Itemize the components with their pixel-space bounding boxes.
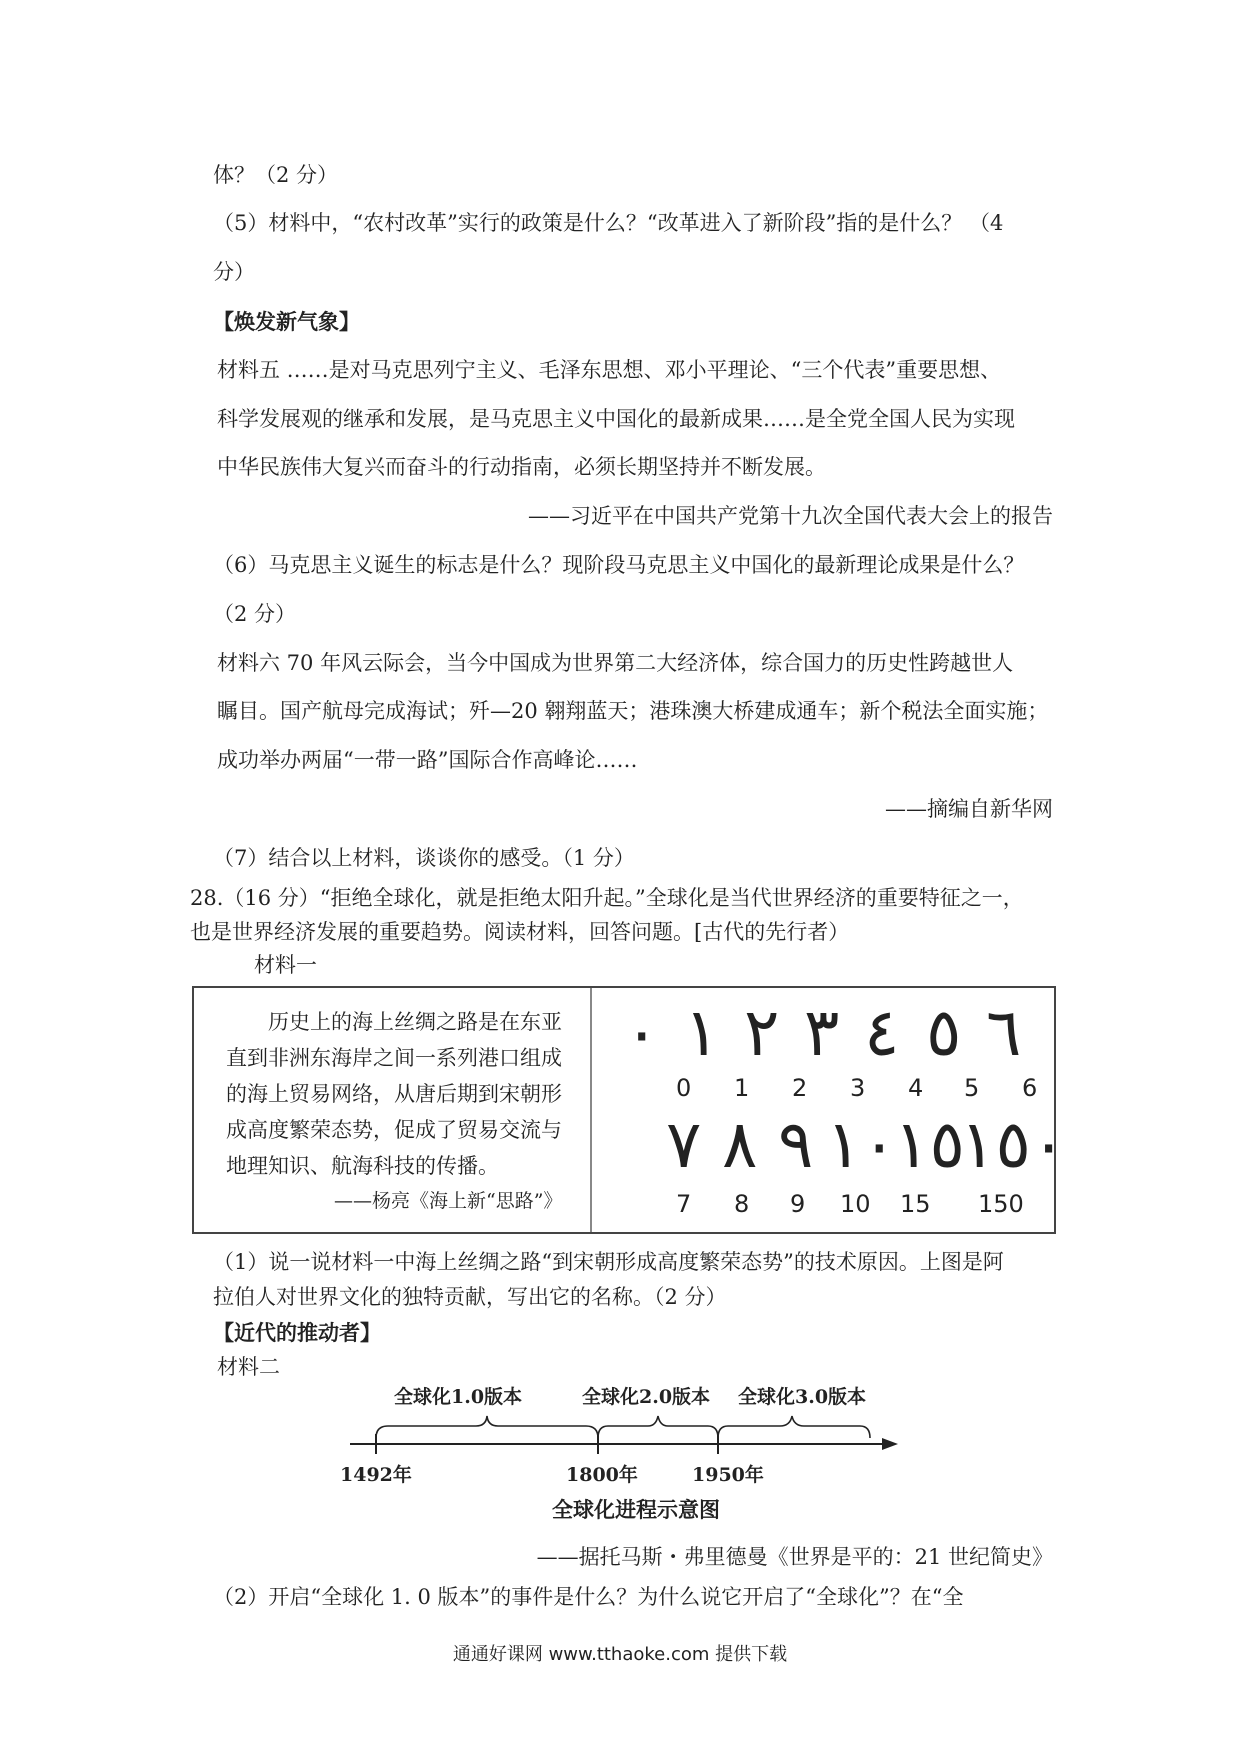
material-text-line: 历史上的海上丝绸之路是在东亚: [268, 1010, 562, 1034]
citation: ——摘编自新华网: [885, 797, 1053, 821]
globalization-timeline: [330, 1378, 930, 1528]
text-line: 体？（2 分）: [213, 163, 339, 187]
text-line: （2 分）: [213, 602, 297, 626]
section-heading: 【焕发新气象】: [213, 309, 360, 334]
question-7: （7）结合以上材料，谈谈你的感受。（1 分）: [213, 846, 635, 870]
material-text-line: 成高度繁荣态势，促成了贸易交流与: [226, 1118, 562, 1142]
arrow-head-icon: [882, 1438, 898, 1450]
text-line: 也是世界经济发展的重要趋势。阅读材料，回答问题。[古代的先行者）: [190, 920, 850, 944]
western-numeral: 15: [900, 1190, 931, 1218]
arabic-numeral: ١٥: [894, 1106, 965, 1183]
text-line: 中华民族伟大复兴而奋斗的行动指南，必须长期坚持并不断发展。: [217, 455, 826, 479]
arabic-numeral: ٤: [864, 994, 900, 1071]
text-line: 科学发展观的继承和发展，是马克思主义中国化的最新成果……是全党全国人民为实现: [217, 407, 1015, 431]
western-numeral: 3: [850, 1074, 866, 1102]
western-numeral: 9: [790, 1190, 806, 1218]
brace-3: [718, 1416, 870, 1438]
arabic-numeral: ٢: [744, 994, 780, 1071]
brace-2: [598, 1416, 718, 1438]
material-one-source: ——杨亮《海上新“思路”》: [334, 1190, 563, 1212]
segment-label: 全球化1.0版本: [394, 1386, 523, 1408]
citation: ——习近平在中国共产党第十九次全国代表大会上的报告: [528, 504, 1053, 528]
arabic-numeral: ٨: [722, 1106, 758, 1183]
segment-label: 全球化2.0版本: [582, 1386, 711, 1408]
citation: ——据托马斯・弗里德曼《世界是平的：21 世纪简史》: [536, 1545, 1053, 1569]
western-numeral: 4: [908, 1074, 924, 1102]
western-numeral: 1: [734, 1074, 750, 1102]
western-numeral: 10: [840, 1190, 871, 1218]
arabic-numeral: ٥: [926, 994, 962, 1071]
arabic-numeral: ٧: [666, 1106, 702, 1183]
western-numeral: 6: [1022, 1074, 1038, 1102]
text-line: 瞩目。国产航母完成海试；歼—20 翱翔蓝天；港珠澳大桥建成通车；新个税法全面实施；: [217, 699, 1049, 723]
question-28-2: （2）开启“全球化 1. 0 版本”的事件是什么？为什么说它开启了“全球化”？在“全: [213, 1585, 964, 1609]
question-28: 28.（16 分）“拒绝全球化，就是拒绝太阳升起。”全球化是当代世界经济的重要特征之一，: [190, 886, 1024, 910]
arabic-numeral: ١٥٠: [960, 1106, 1067, 1183]
material-six: 材料六 70 年风云际会，当今中国成为世界第二大经济体，综合国力的历史性跨越世人: [217, 651, 1014, 675]
question-28-1: （1）说一说材料一中海上丝绸之路“到宋朝形成高度繁荣态势”的技术原因。上图是阿: [213, 1250, 1004, 1274]
material-text-line: 直到非洲东海岸之间一系列港口组成: [226, 1046, 562, 1070]
western-numeral: 7: [676, 1190, 692, 1218]
western-numeral: 5: [964, 1074, 980, 1102]
material-text-line: 的海上贸易网络，从唐后期到宋朝形: [226, 1082, 562, 1106]
text-line: 成功举办两届“一带一路”国际合作高峰论……: [217, 748, 638, 772]
western-numeral: 8: [734, 1190, 750, 1218]
question-6: （6）马克思主义诞生的标志是什么？现阶段马克思主义中国化的最新理论成果是什么？: [213, 553, 1025, 577]
text-line: 分）: [213, 260, 255, 284]
divider: [590, 988, 592, 1232]
segment-label: 全球化3.0版本: [738, 1386, 867, 1408]
arabic-numeral: ١: [684, 994, 720, 1071]
footer: 通通好课网 www.tthaoke.com 提供下载: [452, 1644, 788, 1665]
timeline-caption: 全球化进程示意图: [552, 1497, 720, 1522]
section-heading: 【近代的推动者】: [213, 1320, 381, 1345]
arabic-numeral: ٠: [624, 994, 660, 1071]
arabic-numeral: ٣: [804, 994, 840, 1071]
material-text-line: 地理知识、航海科技的传播。: [226, 1154, 499, 1178]
material-five: 材料五 ……是对马克思列宁主义、毛泽东思想、邓小平理论、“三个代表”重要思想、: [217, 358, 1002, 382]
arabic-numeral: ١٠: [826, 1106, 897, 1183]
material-one-label: 材料一: [254, 953, 317, 977]
western-numeral: 2: [792, 1074, 808, 1102]
arabic-numerals-figure: [604, 988, 1067, 1232]
material-two-label: 材料二: [217, 1355, 280, 1379]
material-one-text: [226, 1004, 576, 1184]
western-numeral: 0: [676, 1074, 692, 1102]
year-label: 1492年: [340, 1464, 412, 1486]
material-one-box: [192, 986, 1067, 1234]
year-label: 1950年: [692, 1464, 764, 1486]
arabic-numeral: ٩: [778, 1106, 814, 1183]
year-label: 1800年: [566, 1464, 638, 1486]
arabic-numeral: ٦: [986, 994, 1022, 1071]
text-line: 拉伯人对世界文化的独特贡献，写出它的名称。（2 分）: [213, 1285, 727, 1309]
western-numeral: 150: [978, 1190, 1024, 1218]
question-5: （5）材料中，“农村改革”实行的政策是什么？“改革进入了新阶段”指的是什么？ （4: [213, 211, 1004, 235]
brace-1: [376, 1416, 598, 1438]
